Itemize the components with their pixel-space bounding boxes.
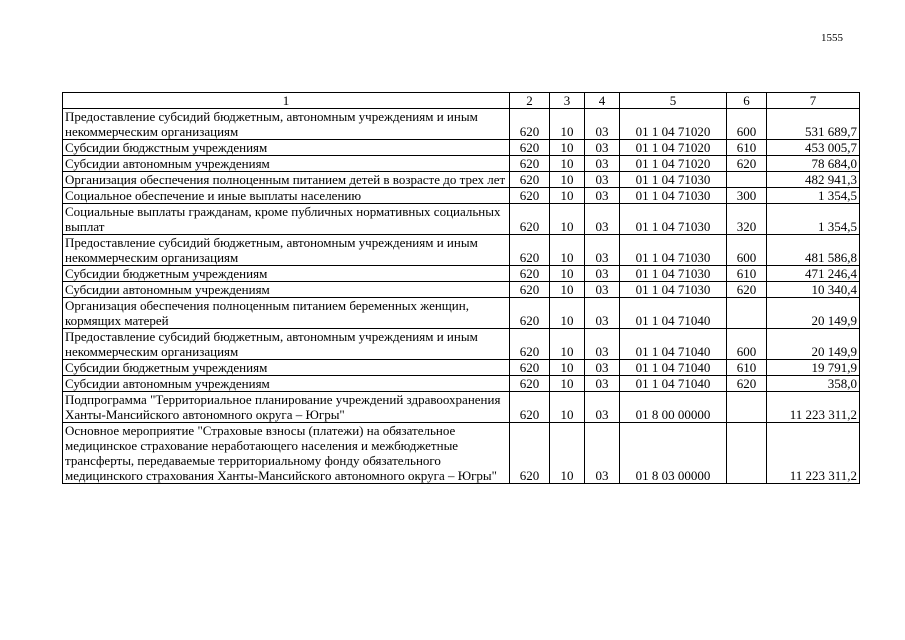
cell-col-5: 01 1 04 71040	[620, 329, 727, 360]
cell-col-5: 01 1 04 71030	[620, 172, 727, 188]
budget-table	[62, 92, 860, 484]
cell-col-7: 10 340,4	[767, 282, 860, 298]
column-header: 4	[585, 93, 620, 109]
cell-col-4: 03	[585, 360, 620, 376]
cell-col-6	[727, 298, 767, 329]
cell-col-7: 453 005,7	[767, 140, 860, 156]
cell-col-3: 10	[550, 188, 585, 204]
table-row	[63, 282, 860, 298]
cell-col-4: 03	[585, 282, 620, 298]
cell-name: Организация обеспечения полноценным питанием беременных женщин, кормящих матерей	[63, 298, 510, 329]
cell-col-3: 10	[550, 235, 585, 266]
cell-col-7: 1 354,5	[767, 204, 860, 235]
cell-col-4: 03	[585, 329, 620, 360]
cell-name: Социальные выплаты гражданам, кроме публичных нормативных социальных выплат	[63, 204, 510, 235]
cell-col-6: 610	[727, 266, 767, 282]
table-row	[63, 204, 860, 235]
cell-col-7: 11 223 311,2	[767, 423, 860, 484]
cell-col-2: 620	[510, 109, 550, 140]
cell-col-2: 620	[510, 329, 550, 360]
cell-col-3: 10	[550, 109, 585, 140]
cell-col-4: 03	[585, 204, 620, 235]
cell-col-2: 620	[510, 172, 550, 188]
cell-col-2: 620	[510, 235, 550, 266]
table-row	[63, 188, 860, 204]
column-header: 1	[63, 93, 510, 109]
cell-col-2: 620	[510, 392, 550, 423]
cell-col-5: 01 1 04 71020	[620, 109, 727, 140]
cell-col-2: 620	[510, 188, 550, 204]
table-row	[63, 360, 860, 376]
cell-col-5: 01 1 04 71030	[620, 235, 727, 266]
table-row	[63, 376, 860, 392]
cell-col-4: 03	[585, 266, 620, 282]
cell-col-2: 620	[510, 423, 550, 484]
cell-col-7: 78 684,0	[767, 156, 860, 172]
cell-col-2: 620	[510, 140, 550, 156]
cell-col-2: 620	[510, 156, 550, 172]
cell-col-6: 320	[727, 204, 767, 235]
table-row	[63, 298, 860, 329]
cell-col-5: 01 8 03 00000	[620, 423, 727, 484]
cell-col-3: 10	[550, 360, 585, 376]
table-row	[63, 392, 860, 423]
cell-col-5: 01 1 04 71020	[620, 156, 727, 172]
cell-col-7: 20 149,9	[767, 298, 860, 329]
cell-col-6: 610	[727, 360, 767, 376]
cell-col-2: 620	[510, 266, 550, 282]
table-row	[63, 172, 860, 188]
cell-col-2: 620	[510, 360, 550, 376]
table-row	[63, 109, 860, 140]
cell-col-3: 10	[550, 298, 585, 329]
table-row	[63, 266, 860, 282]
cell-col-6: 300	[727, 188, 767, 204]
cell-col-5: 01 1 04 71030	[620, 282, 727, 298]
cell-col-3: 10	[550, 140, 585, 156]
cell-col-7: 471 246,4	[767, 266, 860, 282]
cell-col-4: 03	[585, 109, 620, 140]
cell-name: Организация обеспечения полноценным питанием детей в возрасте до трех лет	[63, 172, 510, 188]
cell-col-4: 03	[585, 392, 620, 423]
cell-col-7: 358,0	[767, 376, 860, 392]
cell-col-2: 620	[510, 204, 550, 235]
cell-col-3: 10	[550, 204, 585, 235]
column-header: 7	[767, 93, 860, 109]
header-row	[63, 93, 860, 109]
column-header: 6	[727, 93, 767, 109]
cell-col-4: 03	[585, 172, 620, 188]
cell-col-7: 20 149,9	[767, 329, 860, 360]
cell-col-2: 620	[510, 298, 550, 329]
cell-col-5: 01 1 04 71030	[620, 204, 727, 235]
cell-col-4: 03	[585, 188, 620, 204]
page-number: 1555	[821, 32, 843, 44]
cell-col-3: 10	[550, 172, 585, 188]
cell-name: Субсидии автономным учреждениям	[63, 156, 510, 172]
cell-col-6: 610	[727, 140, 767, 156]
cell-col-5: 01 1 04 71040	[620, 376, 727, 392]
column-header: 2	[510, 93, 550, 109]
cell-col-3: 10	[550, 329, 585, 360]
cell-col-5: 01 1 04 71040	[620, 360, 727, 376]
cell-name: Предоставление субсидий бюджетным, автономным учреждениям и иным некоммерческим организациям	[63, 329, 510, 360]
cell-col-4: 03	[585, 376, 620, 392]
cell-col-6	[727, 423, 767, 484]
cell-col-6: 620	[727, 156, 767, 172]
table-row	[63, 329, 860, 360]
cell-name: Субсидии автономным учреждениям	[63, 282, 510, 298]
cell-col-5: 01 1 04 71030	[620, 188, 727, 204]
cell-col-3: 10	[550, 423, 585, 484]
cell-name: Основное мероприятие "Страховые взносы (платежи) на обязательное медицинское страхование неработающего населения и межбюджетные трансферты, передаваемые территориальному фонду обязательного медицинского страхования Ханты-Мансийского автономного округа – Югры"	[63, 423, 510, 484]
cell-col-3: 10	[550, 266, 585, 282]
cell-name: Субсидии бюджстным учреждениям	[63, 140, 510, 156]
cell-col-6: 620	[727, 282, 767, 298]
cell-name: Субсидии бюджетным учреждениям	[63, 360, 510, 376]
column-header: 5	[620, 93, 727, 109]
cell-col-6	[727, 172, 767, 188]
cell-col-2: 620	[510, 376, 550, 392]
cell-col-7: 531 689,7	[767, 109, 860, 140]
cell-col-3: 10	[550, 156, 585, 172]
cell-col-7: 482 941,3	[767, 172, 860, 188]
cell-col-6: 600	[727, 329, 767, 360]
cell-col-4: 03	[585, 156, 620, 172]
cell-col-4: 03	[585, 423, 620, 484]
table-row	[63, 235, 860, 266]
cell-col-6: 620	[727, 376, 767, 392]
cell-col-6	[727, 392, 767, 423]
cell-col-5: 01 8 00 00000	[620, 392, 727, 423]
table-row	[63, 423, 860, 484]
cell-col-4: 03	[585, 298, 620, 329]
cell-name: Предоставление субсидий бюджетным, автономным учреждениям и иным некоммерческим организациям	[63, 235, 510, 266]
cell-col-6: 600	[727, 235, 767, 266]
table-body	[63, 109, 860, 484]
cell-name: Субсидии бюджетным учреждениям	[63, 266, 510, 282]
cell-col-3: 10	[550, 282, 585, 298]
cell-col-7: 19 791,9	[767, 360, 860, 376]
cell-col-2: 620	[510, 282, 550, 298]
table-row	[63, 140, 860, 156]
cell-col-5: 01 1 04 71030	[620, 266, 727, 282]
cell-col-3: 10	[550, 376, 585, 392]
cell-col-7: 481 586,8	[767, 235, 860, 266]
cell-name: Предоставление субсидий бюджетным, автономным учреждениям и иным некоммерческим организациям	[63, 109, 510, 140]
cell-name: Подпрограмма "Территориальное планирование учреждений здравоохранения Ханты-Мансийского автономного округа – Югры"	[63, 392, 510, 423]
table-row	[63, 156, 860, 172]
cell-col-4: 03	[585, 235, 620, 266]
cell-col-3: 10	[550, 392, 585, 423]
cell-col-4: 03	[585, 140, 620, 156]
cell-name: Социальное обеспечение и иные выплаты населению	[63, 188, 510, 204]
cell-col-6: 600	[727, 109, 767, 140]
cell-col-5: 01 1 04 71040	[620, 298, 727, 329]
cell-col-7: 1 354,5	[767, 188, 860, 204]
cell-name: Субсидии автономным учреждениям	[63, 376, 510, 392]
cell-col-7: 11 223 311,2	[767, 392, 860, 423]
column-header: 3	[550, 93, 585, 109]
cell-col-5: 01 1 04 71020	[620, 140, 727, 156]
